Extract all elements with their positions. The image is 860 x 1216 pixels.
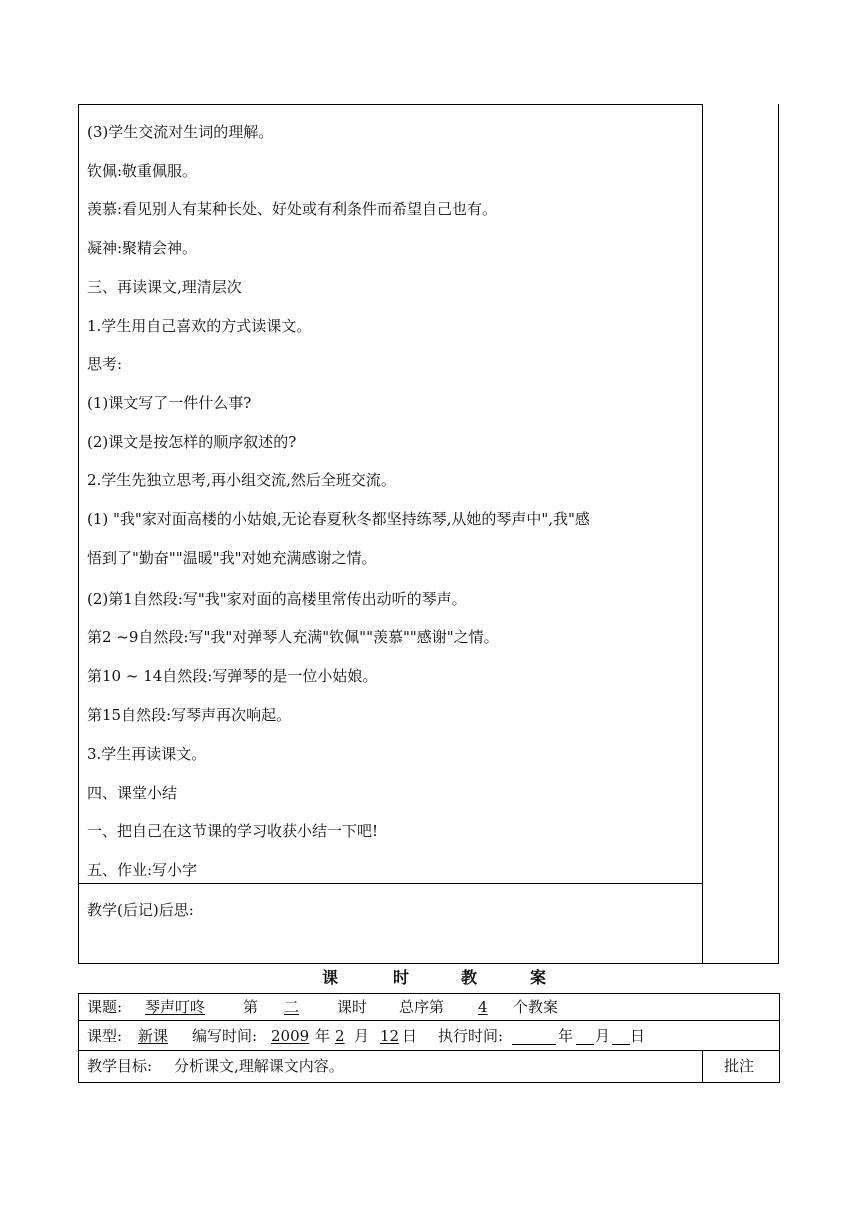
content-line: 悟到了"勤奋""温暖"我"对她充满感谢之情。 bbox=[87, 549, 377, 567]
content-line: 凝神:聚精会神。 bbox=[87, 239, 198, 257]
reflection-divider bbox=[78, 883, 703, 884]
upper-bottom-border bbox=[78, 963, 779, 964]
upper-right-border bbox=[778, 104, 779, 964]
content-line: (2)课文是按怎样的顺序叙述的? bbox=[87, 433, 297, 451]
lower-right-border bbox=[779, 993, 780, 1083]
content-line: 第2 ~9自然段:写"我"对弹琴人充满"钦佩""羡慕""感谢"之情。 bbox=[87, 628, 499, 646]
topic-value: 琴声叮咚 bbox=[145, 998, 206, 1016]
lesson-prefix: 第 bbox=[243, 998, 259, 1016]
title-char: 课 bbox=[322, 968, 339, 987]
content-line: 钦佩:敬重佩服。 bbox=[87, 162, 198, 180]
reflection-label: 教学(后记)后思: bbox=[87, 901, 194, 919]
upper-inner-border bbox=[702, 104, 703, 964]
seq-value: 4 bbox=[478, 998, 488, 1016]
content-line: (3)学生交流对生词的理解。 bbox=[87, 123, 274, 141]
content-line: 羡慕:看见别人有某种长处、好处或有利条件而希望自己也有。 bbox=[87, 200, 498, 218]
seq-prefix: 总序第 bbox=[399, 998, 445, 1016]
content-line: 第10 ~ 14自然段:写弹琴的是一位小姑娘。 bbox=[87, 667, 378, 685]
content-line: (1)课文写了一件什么事? bbox=[87, 394, 252, 412]
title-char: 案 bbox=[530, 968, 547, 987]
lesson-suffix: 课时 bbox=[337, 998, 368, 1016]
lower-left-border bbox=[78, 993, 79, 1083]
write-day-value: 12 bbox=[380, 1027, 400, 1045]
content-line: 一、把自己在这节课的学习收获小结一下吧! bbox=[87, 822, 379, 840]
type-value: 新课 bbox=[138, 1027, 169, 1045]
write-month-value: 2 bbox=[335, 1027, 345, 1045]
exec-year-unit: 年 bbox=[558, 1027, 574, 1045]
write-year-unit: 年 bbox=[315, 1027, 331, 1045]
lower-row-divider-1 bbox=[78, 1020, 780, 1021]
title-char: 教 bbox=[461, 968, 478, 987]
title-char: 时 bbox=[393, 968, 410, 987]
exec-day-blank bbox=[612, 1044, 630, 1045]
exec-day-unit: 日 bbox=[630, 1027, 646, 1045]
lower-bottom-border bbox=[78, 1082, 780, 1083]
type-label: 课型: bbox=[87, 1027, 123, 1045]
content-line: 三、再读课文,理清层次 bbox=[87, 278, 242, 296]
content-line: 五、作业:写小字 bbox=[87, 861, 198, 879]
topic-label: 课题: bbox=[87, 998, 123, 1016]
notes-label: 批注 bbox=[724, 1057, 755, 1075]
upper-left-border bbox=[78, 104, 79, 964]
goal-label: 教学目标: bbox=[87, 1057, 153, 1075]
lesson-value: 二 bbox=[284, 998, 300, 1016]
content-line: 思考: bbox=[87, 355, 123, 373]
content-line: (1) "我"家对面高楼的小姑娘,无论春夏秋冬都坚持练琴,从她的琴声中",我"感 bbox=[87, 510, 590, 528]
content-line: 3.学生再读课文。 bbox=[87, 745, 207, 763]
content-line: (2)第1自然段:写"我"家对面的高楼里常传出动听的琴声。 bbox=[87, 590, 467, 608]
notes-column-border bbox=[702, 1050, 703, 1083]
lower-row-divider-2 bbox=[78, 1050, 780, 1051]
content-line: 四、课堂小结 bbox=[87, 784, 178, 802]
exec-month-blank bbox=[576, 1044, 594, 1045]
write-time-label: 编写时间: bbox=[192, 1027, 258, 1045]
content-line: 2.学生先独立思考,再小组交流,然后全班交流。 bbox=[87, 471, 396, 489]
exec-time-label: 执行时间: bbox=[438, 1027, 504, 1045]
content-line: 第15自然段:写琴声再次响起。 bbox=[87, 706, 292, 724]
lower-top-border bbox=[78, 993, 780, 994]
write-year-value: 2009 bbox=[271, 1027, 310, 1045]
exec-year-blank bbox=[512, 1044, 556, 1045]
exec-month-unit: 月 bbox=[595, 1027, 611, 1045]
goal-value: 分析课文,理解课文内容。 bbox=[174, 1057, 344, 1075]
seq-suffix: 个教案 bbox=[513, 998, 559, 1016]
write-day-unit: 日 bbox=[402, 1027, 418, 1045]
content-line: 1.学生用自己喜欢的方式读课文。 bbox=[87, 317, 312, 335]
write-month-unit: 月 bbox=[354, 1027, 370, 1045]
upper-top-border bbox=[78, 104, 703, 105]
